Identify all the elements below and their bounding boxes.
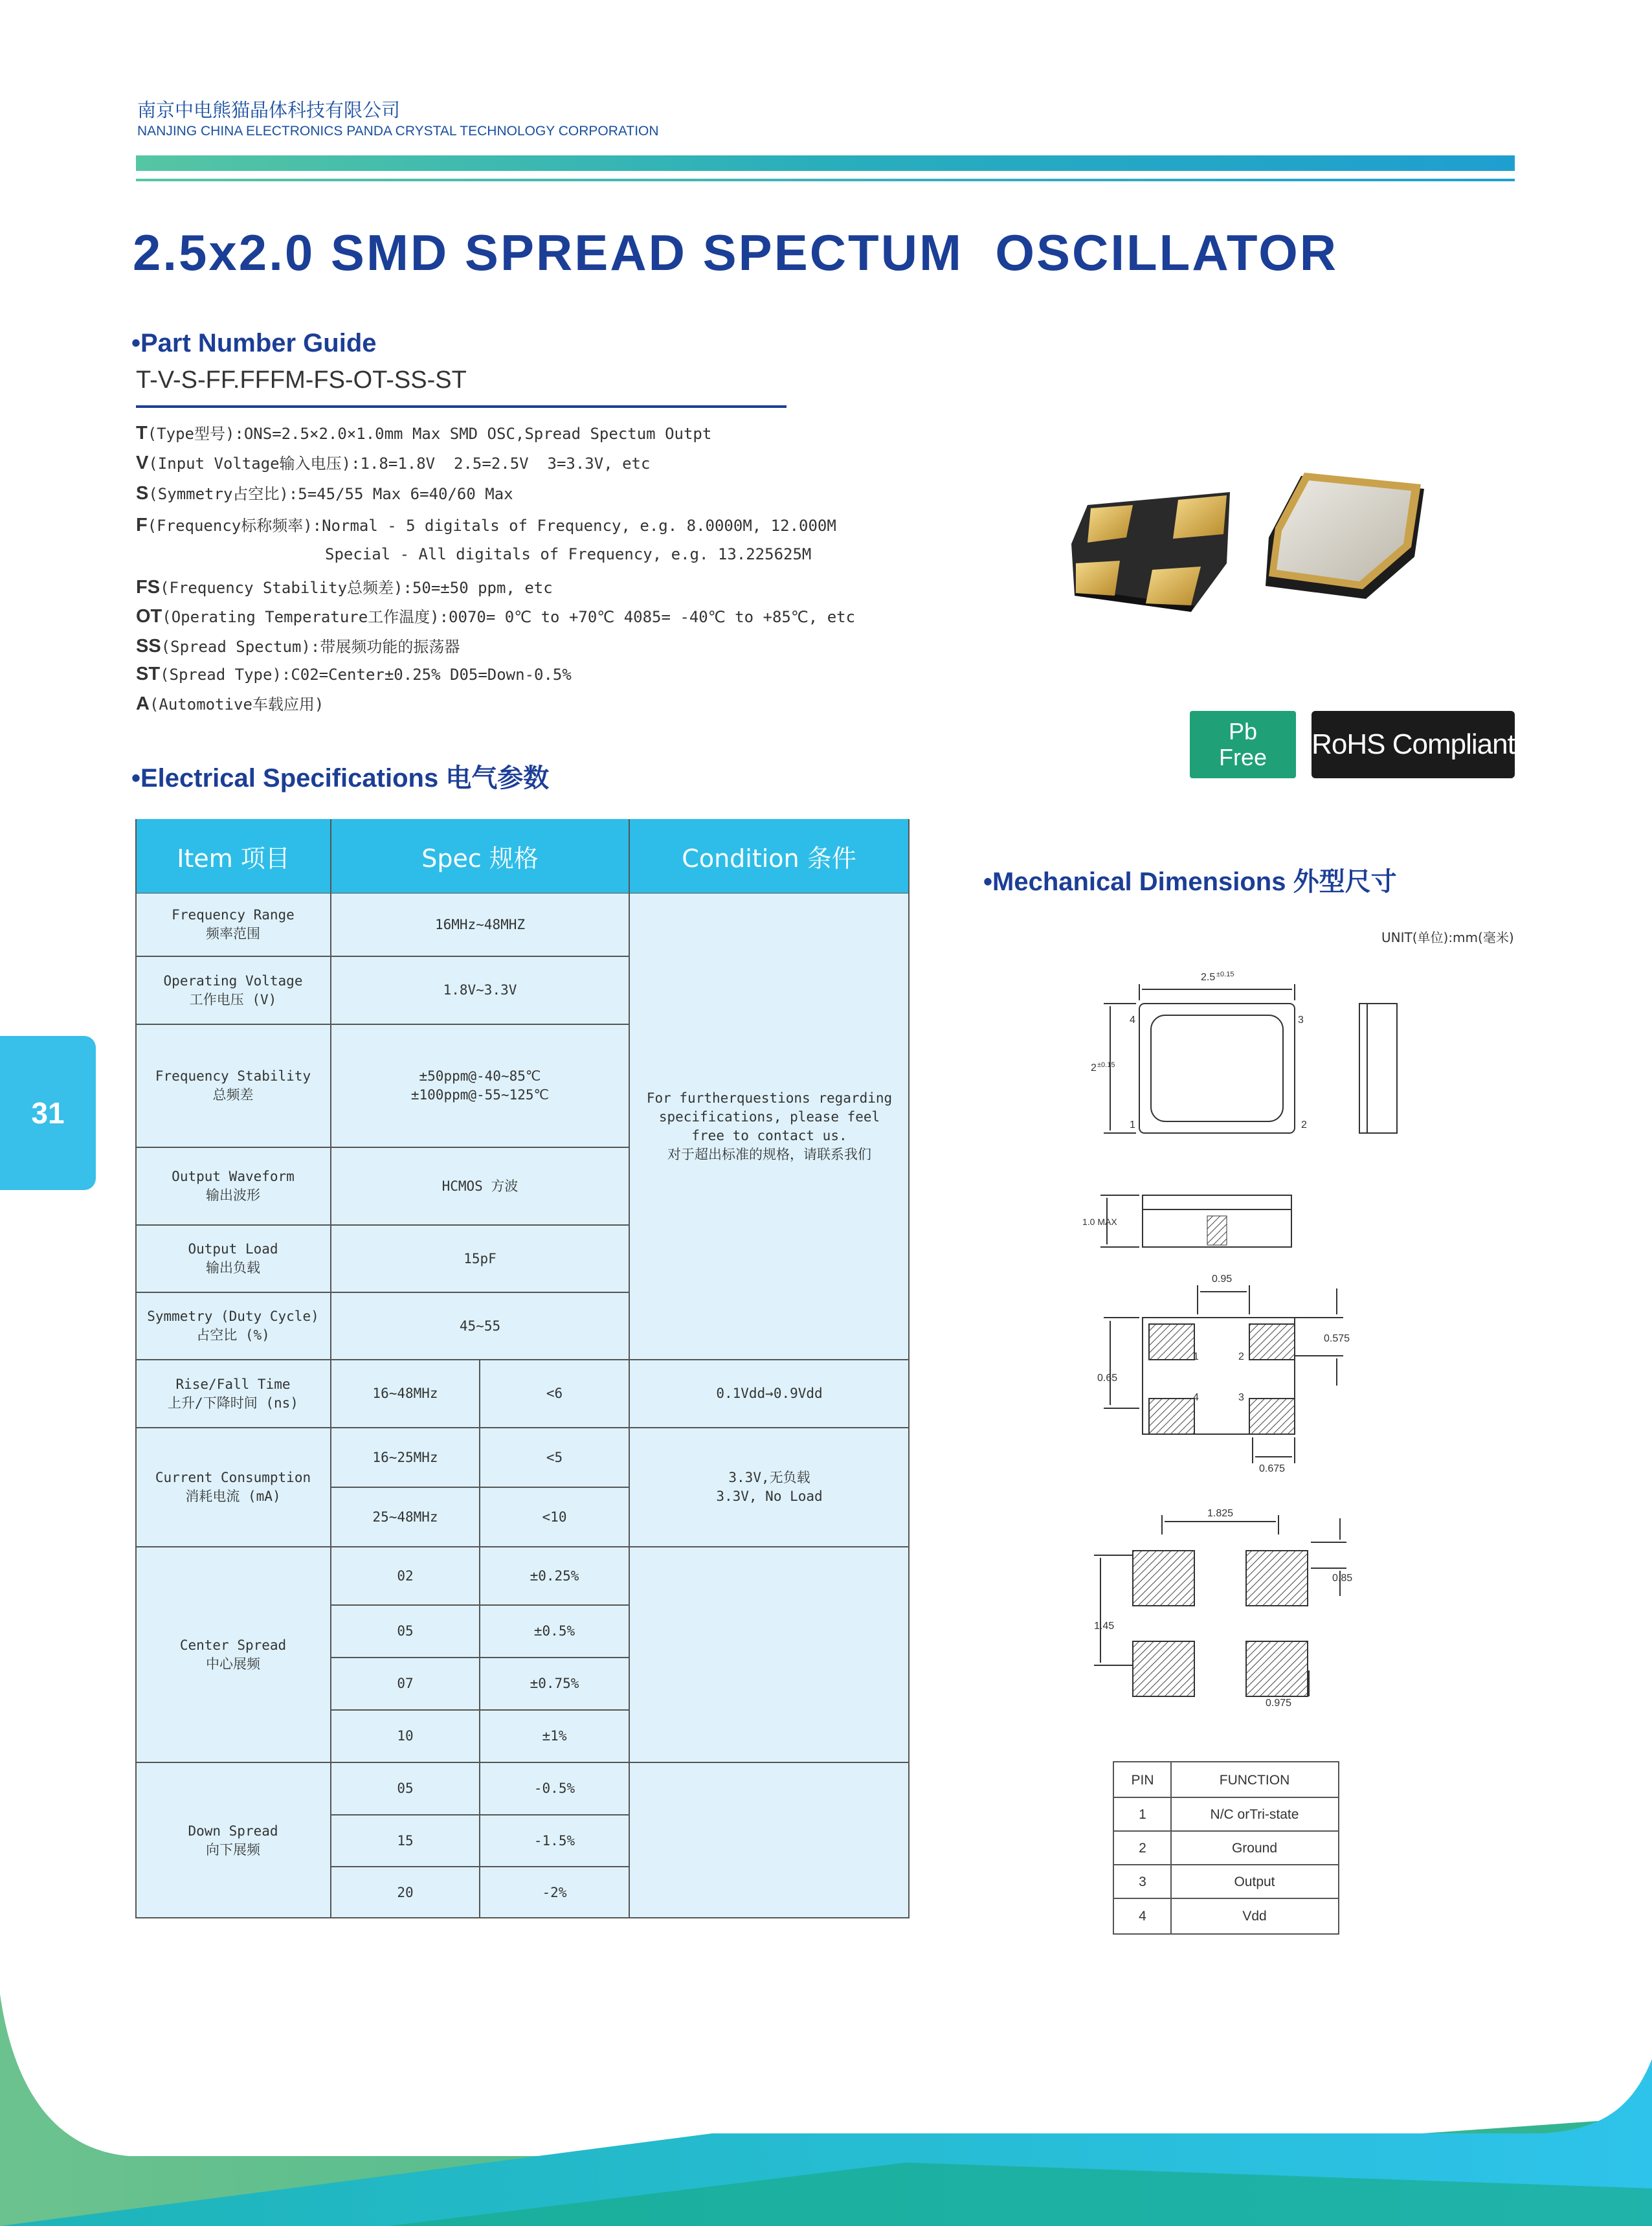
land-3 <box>1246 1641 1308 1696</box>
package-top-outline <box>1139 1004 1295 1133</box>
dim-land-w: 0.975 <box>1266 1698 1292 1709</box>
header-spec: Spec 规格 <box>331 819 629 893</box>
pad-4 <box>1149 1399 1194 1434</box>
pad-3 <box>1249 1399 1295 1434</box>
current-value: <10 <box>542 1509 567 1525</box>
function-header: FUNCTION <box>1219 1772 1290 1788</box>
electrical-spec-table <box>135 819 910 1918</box>
legend-row: FS(Frequency Stability总频差):50=±50 ppm, etc <box>136 577 553 598</box>
item-current-consumption: Current Consumption 消耗电流 (mA) <box>155 1470 311 1504</box>
part-number-code: T-V-S-FF.FFFM-FS-OT-SS-ST <box>136 366 467 394</box>
pin-header: PIN <box>1131 1772 1154 1788</box>
dim-length: 2.5 <box>1201 972 1216 983</box>
pin-label: 2 <box>1238 1351 1244 1362</box>
legend-row: SS(Spread Spectum):带展频功能的振荡器 <box>136 636 460 657</box>
item-rise-fall: Rise/Fall Time 上升/下降时间 (ns) <box>168 1376 298 1411</box>
center-spread-code: 05 <box>397 1623 414 1639</box>
current-range: 25~48MHz <box>372 1509 438 1525</box>
electrical-heading: •Electrical Specifications 电气参数 <box>131 764 550 793</box>
dim-width: 2 <box>1091 1062 1097 1074</box>
dim-pad-pitch: 0.65 <box>1097 1373 1118 1384</box>
page-number-tab: 31 <box>0 1036 96 1190</box>
item-frequency-range: Frequency Range 频率范围 <box>172 907 295 941</box>
dim-height: 1.0 MAX <box>1082 1217 1117 1227</box>
mechanical-heading: •Mechanical Dimensions 外型尺寸 <box>983 868 1397 896</box>
item-down-spread: Down Spread 向下展频 <box>188 1823 278 1858</box>
item-output-waveform: Output Waveform 输出波形 <box>172 1169 295 1203</box>
spec-operating-voltage: 1.8V~3.3V <box>443 982 517 998</box>
item-center-spread: Center Spread 中心展频 <box>179 1637 287 1672</box>
legend-row: S(Symmetry占空比):5=45/55 Max 6=40/60 Max <box>136 483 513 504</box>
footer-wave <box>0 1994 1652 2226</box>
center-spread-code: 10 <box>397 1728 414 1744</box>
header-bar <box>136 155 1515 171</box>
down-spread-code: 20 <box>397 1884 414 1900</box>
pin-label: 4 <box>1193 1392 1199 1403</box>
spec-frequency-stability: ±50ppm@-40~85℃ ±100ppm@-55~125℃ <box>410 1068 550 1103</box>
land-4 <box>1133 1641 1194 1696</box>
package-side-outline <box>1359 1004 1397 1133</box>
land-1 <box>1133 1551 1194 1606</box>
pin-label: 3 <box>1298 1015 1304 1026</box>
pin-label: 4 <box>1130 1015 1135 1026</box>
spec-symmetry: 45~55 <box>459 1318 501 1334</box>
item-symmetry: Symmetry (Duty Cycle) 占空比 (%) <box>147 1309 319 1343</box>
center-spread-value: ±1% <box>542 1728 567 1744</box>
pin-number: 4 <box>1139 1908 1146 1924</box>
part-number-rule <box>136 405 787 408</box>
dim-pad-gap: 0.95 <box>1212 1274 1233 1285</box>
legend-row: Special - All digitals of Frequency, e.g. 13.225625M <box>325 545 812 563</box>
down-spread-code: 05 <box>397 1781 414 1796</box>
down-spread-value: -0.5% <box>533 1781 575 1796</box>
dim-land-pitch-v: 1.45 <box>1094 1621 1115 1632</box>
company-name-en: NANJING CHINA ELECTRONICS PANDA CRYSTAL TECHNOLOGY CORPORATION <box>137 124 659 139</box>
rise-fall-condition: 0.1Vdd→0.9Vdd <box>716 1386 823 1401</box>
pin-function-table <box>1113 1761 1339 1935</box>
pin-function: N/C orTri-state <box>1210 1806 1299 1822</box>
land-2 <box>1246 1551 1308 1606</box>
center-spread-code: 02 <box>397 1568 414 1584</box>
item-output-load: Output Load 输出负载 <box>188 1241 278 1276</box>
condition-general: For furtherquestions regarding specifications, please feel free to contact us. 对于超出标准的规格，请联系我们 <box>646 1090 893 1162</box>
dim-land-pitch-h: 1.825 <box>1207 1508 1234 1519</box>
current-range: 16~25MHz <box>372 1449 438 1465</box>
oscillator-bottom-view <box>1071 492 1230 612</box>
dim-pad-h: 0.575 <box>1324 1333 1350 1344</box>
unit-note: UNIT(单位):mm(毫米) <box>1381 930 1514 945</box>
legend-row: ST(Spread Type):C02=Center±0.25% D05=Down-0.5% <box>136 664 572 684</box>
part-number-heading: •Part Number Guide <box>131 329 377 357</box>
header-item: Item 项目 <box>137 819 330 893</box>
pin-label: 2 <box>1301 1119 1307 1130</box>
center-spread-value: ±0.25% <box>530 1568 579 1584</box>
rohs-badge: RoHS Compliant <box>1312 711 1515 778</box>
pin-label: 3 <box>1238 1392 1244 1403</box>
center-spread-value: ±0.75% <box>530 1676 579 1691</box>
package-lid-outline <box>1151 1015 1283 1121</box>
legend-row: A(Automotive车载应用) <box>136 693 324 714</box>
down-spread-code: 15 <box>397 1832 414 1849</box>
pb-free-line2: Free <box>1218 744 1267 770</box>
spec-frequency-range: 16MHz~48MHZ <box>434 916 526 932</box>
rise-fall-range: 16~48MHz <box>372 1386 438 1401</box>
pin-number: 1 <box>1139 1806 1146 1822</box>
center-spread-code: 07 <box>397 1676 414 1691</box>
page-title: 2.5x2.0 SMD SPREAD SPECTUM OSCILLATOR <box>133 224 1339 281</box>
header-condition: Condition 条件 <box>630 819 908 893</box>
legend-row: F(Frequency标称频率):Normal - 5 digitals of Frequency, e.g. 8.0000M, 12.000M <box>136 515 836 535</box>
pb-free-badge <box>1190 711 1296 778</box>
pin-number: 3 <box>1139 1874 1146 1889</box>
pin-number: 2 <box>1139 1840 1146 1856</box>
item-operating-voltage: Operating Voltage 工作电压 (V) <box>163 972 303 1007</box>
pin-function: Output <box>1234 1874 1275 1889</box>
mechanical-drawing <box>1075 958 1424 1755</box>
pad-1 <box>1149 1324 1194 1360</box>
pin-function: Vdd <box>1242 1908 1267 1924</box>
legend-row: T(Type型号):ONS=2.5×2.0×1.0mm Max SMD OSC,Spread Spectum Outpt <box>136 423 712 444</box>
pin-function: Ground <box>1231 1840 1278 1856</box>
pin-label: 1 <box>1193 1351 1199 1362</box>
dim-width-tol: ±0.15 <box>1097 1061 1115 1069</box>
dim-length-tol: ±0.15 <box>1216 971 1234 978</box>
center-spread-value: ±0.5% <box>533 1623 575 1639</box>
header-rule <box>136 179 1515 181</box>
pad-2 <box>1249 1324 1295 1360</box>
current-condition: 3.3V,无负载 3.3V, No Load <box>716 1470 823 1504</box>
oscillator-top-view <box>1266 473 1424 599</box>
legend-row: V(Input Voltage输入电压):1.8=1.8V 2.5=2.5V 3=3.3V, etc <box>136 453 651 473</box>
height-section <box>1207 1216 1227 1245</box>
pb-free-line1: Pb <box>1228 718 1258 745</box>
dim-land-h: 0.85 <box>1332 1573 1353 1584</box>
down-spread-value: -1.5% <box>533 1832 575 1849</box>
current-value: <5 <box>546 1449 563 1465</box>
product-photo <box>1062 466 1437 615</box>
dim-pad-w: 0.675 <box>1259 1463 1286 1474</box>
item-frequency-stability: Frequency Stability 总频差 <box>155 1068 311 1103</box>
company-name-cn: 南京中电熊猫晶体科技有限公司 <box>137 99 401 121</box>
spec-output-waveform: HCMOS 方波 <box>441 1178 519 1194</box>
spec-output-load: 15pF <box>463 1250 497 1266</box>
down-spread-value: -2% <box>542 1884 567 1900</box>
legend-row: OT(Operating Temperature工作温度):0070= 0℃ to +70℃ 4085= -40℃ to +85℃, etc <box>136 606 856 627</box>
pin-label: 1 <box>1130 1119 1135 1130</box>
rise-fall-value: <6 <box>546 1386 563 1401</box>
